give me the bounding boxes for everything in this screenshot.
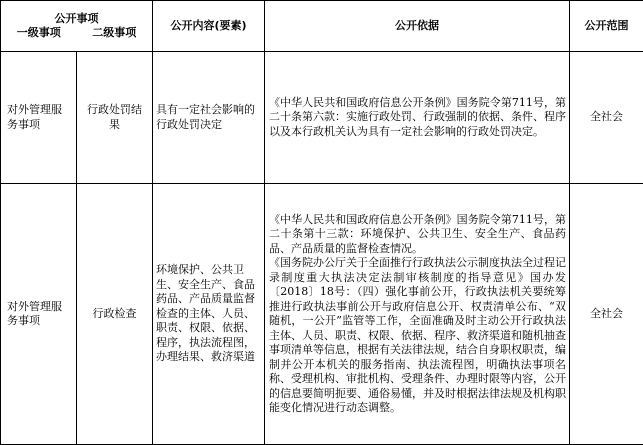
header-group-cell xyxy=(1,1,153,52)
header-content-label: 公开内容(要素) xyxy=(153,1,265,52)
scope-cell: 全社会 xyxy=(570,52,643,184)
header-row xyxy=(1,1,643,52)
table-row xyxy=(1,52,643,184)
level1-cell: 对外管理服务事项 xyxy=(1,52,77,184)
content-cell: 环境保护、公共卫生、安全生产、食品药品、产品质量监督检查的主体、人员、职责、权限、依据、程序，执法流程图，办理结果、救济渠道 xyxy=(153,184,265,445)
content-cell: 具有一定社会影响的行政处罚决定 xyxy=(153,52,265,184)
header-group-label: 公开事项 xyxy=(1,10,152,26)
level2-cell: 行政处罚结果 xyxy=(77,52,153,184)
level2-cell: 行政检查 xyxy=(77,184,153,445)
basis-paragraph: 《中华人民共和国政府信息公开条例》国务院令第711号，第二十条第十三款：环境保护、公共卫生、安全生产、食品药品、产品质量的监督检查情况。 xyxy=(269,213,566,257)
header-level1-label: 一级事项 xyxy=(17,26,61,40)
basis-cell xyxy=(265,184,570,445)
basis-cell xyxy=(265,52,570,184)
header-scope-label: 公开范围 xyxy=(570,1,643,52)
scope-cell: 全社会 xyxy=(570,184,643,445)
basis-paragraph: 《国务院办公厅关于全面推行行政执法公示制度执法全过程记录制度重大执法决定法制审核制度的指导意见》国办发〔2018〕18号：（四）强化事前公开，行政执法机关要统筹推进行政执法事前公开与政府信息公开、权责清单公布、“双随机，一公开”监管等工作，全面准确及时主动公开行政执法主体、人员、职责、权限、依据、程序、救济渠道和随机抽查事项清单等信息，根据有关法律法规，结合自身职权职责，编制并公开本机关的服务指南、执法流程图，明确执法事项名称、受理机构、审批机构、受理条件、办理时限等内容，公开的信息要简明扼要、通俗易懂，并及时根据法律法规及机构职能变化情况进行动态调整。 xyxy=(269,256,566,416)
level1-cell: 对外管理服务事项 xyxy=(1,184,77,445)
header-level2-label: 二级事项 xyxy=(92,26,136,40)
table-row xyxy=(1,184,643,445)
header-basis-label: 公开依据 xyxy=(265,1,570,52)
basis-paragraph: 《中华人民共和国政府信息公开条例》国务院令第711号，第二十条第六款：实施行政处罚、行政强制的依据、条件、程序以及本行政机关认为具有一定社会影响的行政处罚决定。 xyxy=(269,96,566,140)
